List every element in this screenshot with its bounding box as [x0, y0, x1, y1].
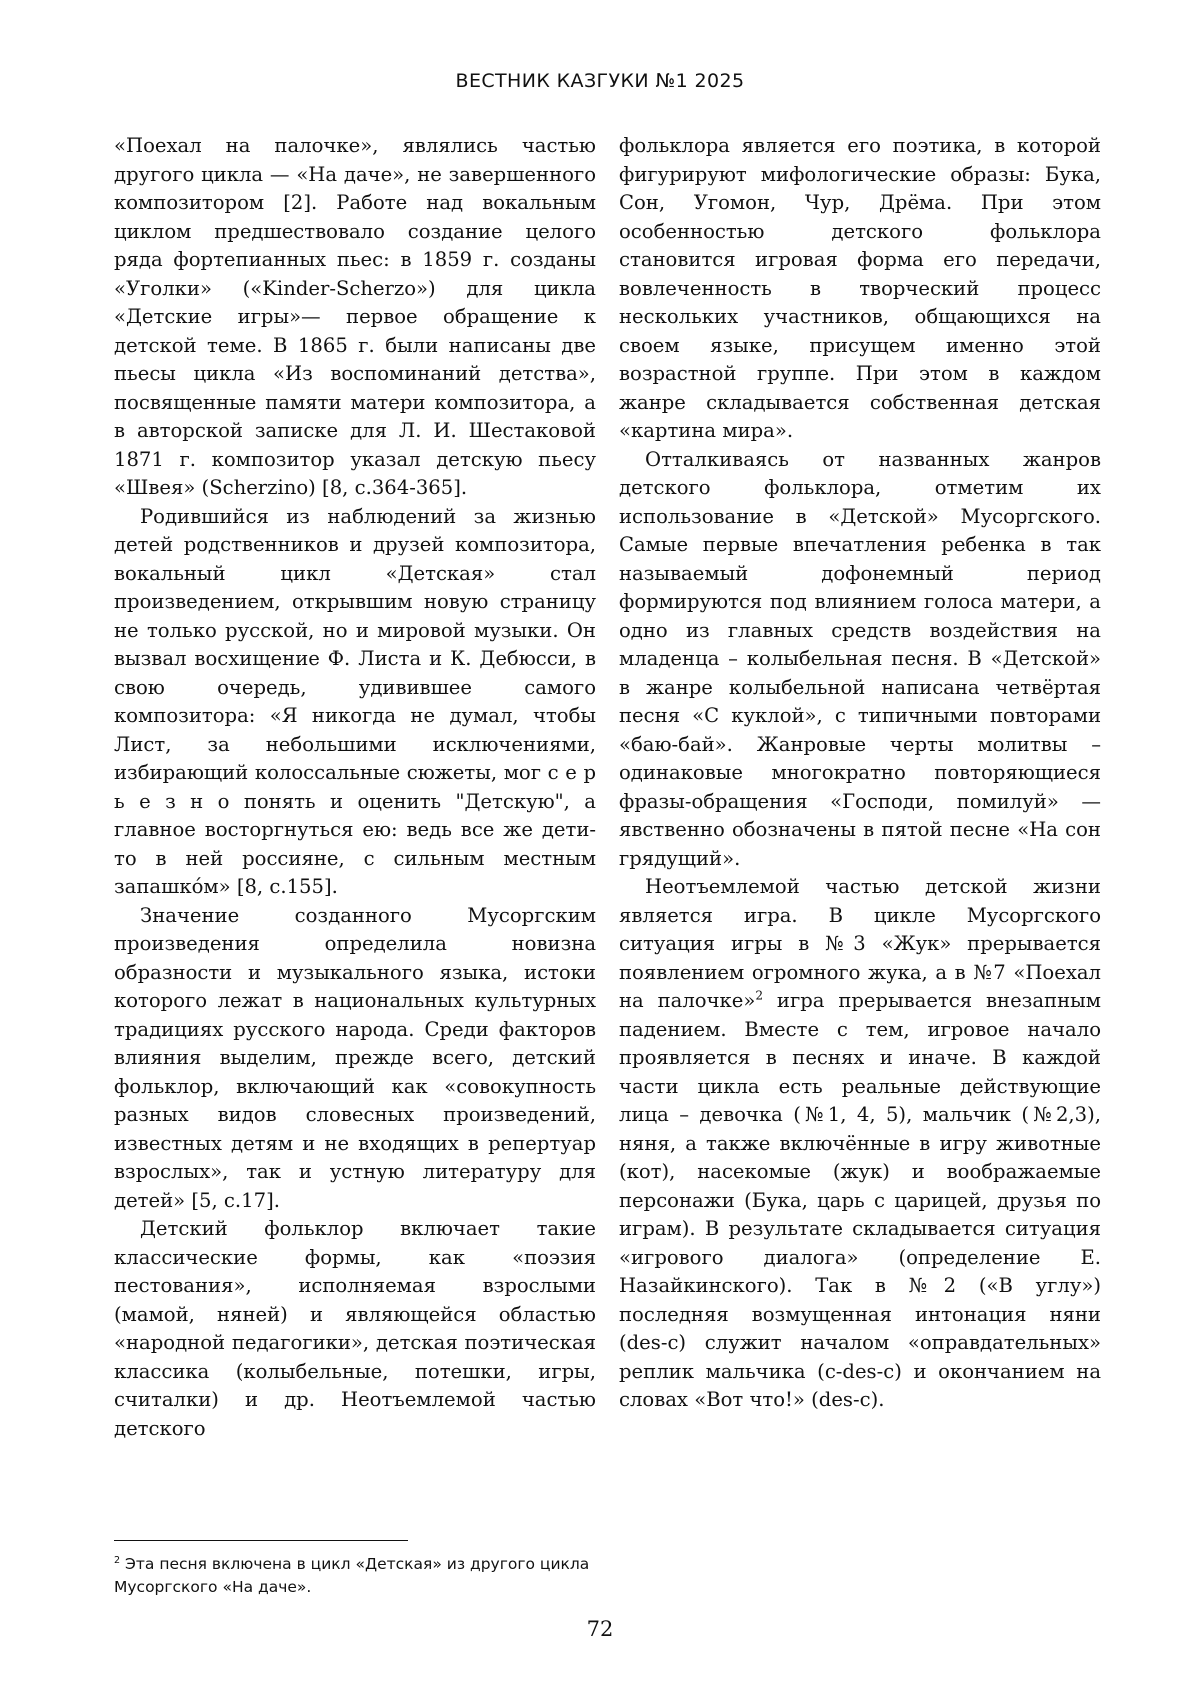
left-paragraph-2: Родившийся из наблюдений за жизнью детей родственников и друзей композитора, вокальный цикл «Детская» стал произведением, открывшим новую страницу не только русской, но и мировой музыки. Он вызвал восхищение Ф. Листа и К. Дебюсси, в свою очередь, удивившее самого композитора: «Я никогда не думал, чтобы Лист, за небольшими исключениями, избирающий колоссальные сюжеты, мог с е р ь е з н о понять и оценить "Детскую", а главное восторгнуться ею: ведь все же дети-то в ней россияне, с сильным местным запашкóм» [8, с.155]. — [114, 504, 596, 898]
footnote-mark: 2 — [114, 1554, 121, 1566]
footnote-reference: 2 — [755, 988, 764, 1003]
running-header — [0, 70, 1200, 92]
right-paragraph-1: фольклора является его поэтика, в которой фигурируют мифологические образы: Бука, Сон, Угомон, Чур, Дрёма. При этом особенностью детского фольклора становится игровая форма его передачи, вовлеченность в творческий процесс нескольких участников, общающихся на своем языке, присущем именно этой возрастной группе. При этом в каждом жанре складывается собственная детская «картина мира». — [619, 134, 1101, 442]
left-paragraph-1: «Поехал на палочке», являлись частью другого цикла — «На даче», не завершенного композитором [2]. Работе над вокальным циклом предшествовало создание целого ряда фортепианных пьес: в 1859 г. созданы «Уголки» («Kinder-Scherzo») для цикла «Детские игры»— первое обращение к детской теме. В 1865 г. были написаны две пьесы цикла «Из воспоминаний детства», посвященные памяти матери композитора, а в авторской записке для Л. И. Шестаковой 1871 г. композитор указал детскую пьесу «Швея» (Scherzino) [8, с.364-365]. — [114, 134, 596, 499]
left-paragraph-4: Детский фольклор включает такие классические формы, как «поэзия пестования», исполняемая взрослыми (мамой, няней) и являющейся областью «народной педагогики», детская поэтическая классика (колыбельные, потешки, игры, считалки) и др. Неотъемлемой частью детского — [114, 1217, 596, 1440]
right-column — [619, 132, 1101, 1415]
right-paragraph-3-before: Неотъемлемой частью детской жизни является игра. В цикле Мусоргского ситуация игры в №3 «Жук» прерывается появлением огромного жука, а в №7 «Поехал на палочке» — [619, 875, 1101, 1012]
footnote-separator — [114, 1540, 408, 1541]
right-paragraph-2: Отталкиваясь от названных жанров детского фольклора, отметим их использование в «Детской» Мусоргского. Самые первые впечатления ребенка в так называемый дофонемный период формируются под влиянием голоса матери, а одно из главных средств воздействия на младенца – колыбельная песня. В «Детской» в жанре колыбельной написана четвёртая песня «С куклой», с типичными повторами «баю-бай». Жанровые черты молитвы – одинаковые многократно повторяющиеся фразы-обращения «Господи, помилуй» — явственно обозначены в пятой песне «На сон грядущий». — [619, 447, 1101, 870]
left-paragraph-3: Значение созданного Мусоргским произведения определила новизна образности и музыкального языка, истоки которого лежат в национальных культурных традициях русского народа. Среди факторов влияния выделим, прежде всего, детский фольклор, включающий как «совокупность разных видов словесных произведений, известных детям и не входящих в репертуар взрослых», так и устную литературу для детей» [5, с.17]. — [114, 903, 596, 1212]
left-column — [114, 132, 596, 1443]
footnote — [114, 1553, 598, 1599]
right-paragraph-3-after: игра прерывается внезапным падением. Вместе с тем, игровое начало проявляется в песнях и иначе. В каждой части цикла есть реальные действующие лица – девочка (№1, 4, 5), мальчик (№2,3), няня, а также включённые в игру животные (кот), насекомые (жук) и воображаемые персонажи (Бука, царь с царицей, друзья по играм). В результате складывается ситуация «игрового диалога» (определение Е. Назайкинского). Так в №2 («В углу») последняя возмущенная интонация няни (des-c) служит началом «оправдательных» реплик мальчика (c-des-c) и окончанием на словах «Вот что!» (des-c). — [619, 989, 1101, 1411]
footnote-text: Эта песня включена в цикл «Детская» из другого цикла Мусоргского «На даче». — [114, 1555, 590, 1596]
page-number: 72 — [586, 1617, 614, 1641]
right-paragraph-3 — [619, 873, 1101, 1415]
journal-title: ВЕСТНИК КАЗГУКИ №1 2025 — [455, 70, 745, 92]
